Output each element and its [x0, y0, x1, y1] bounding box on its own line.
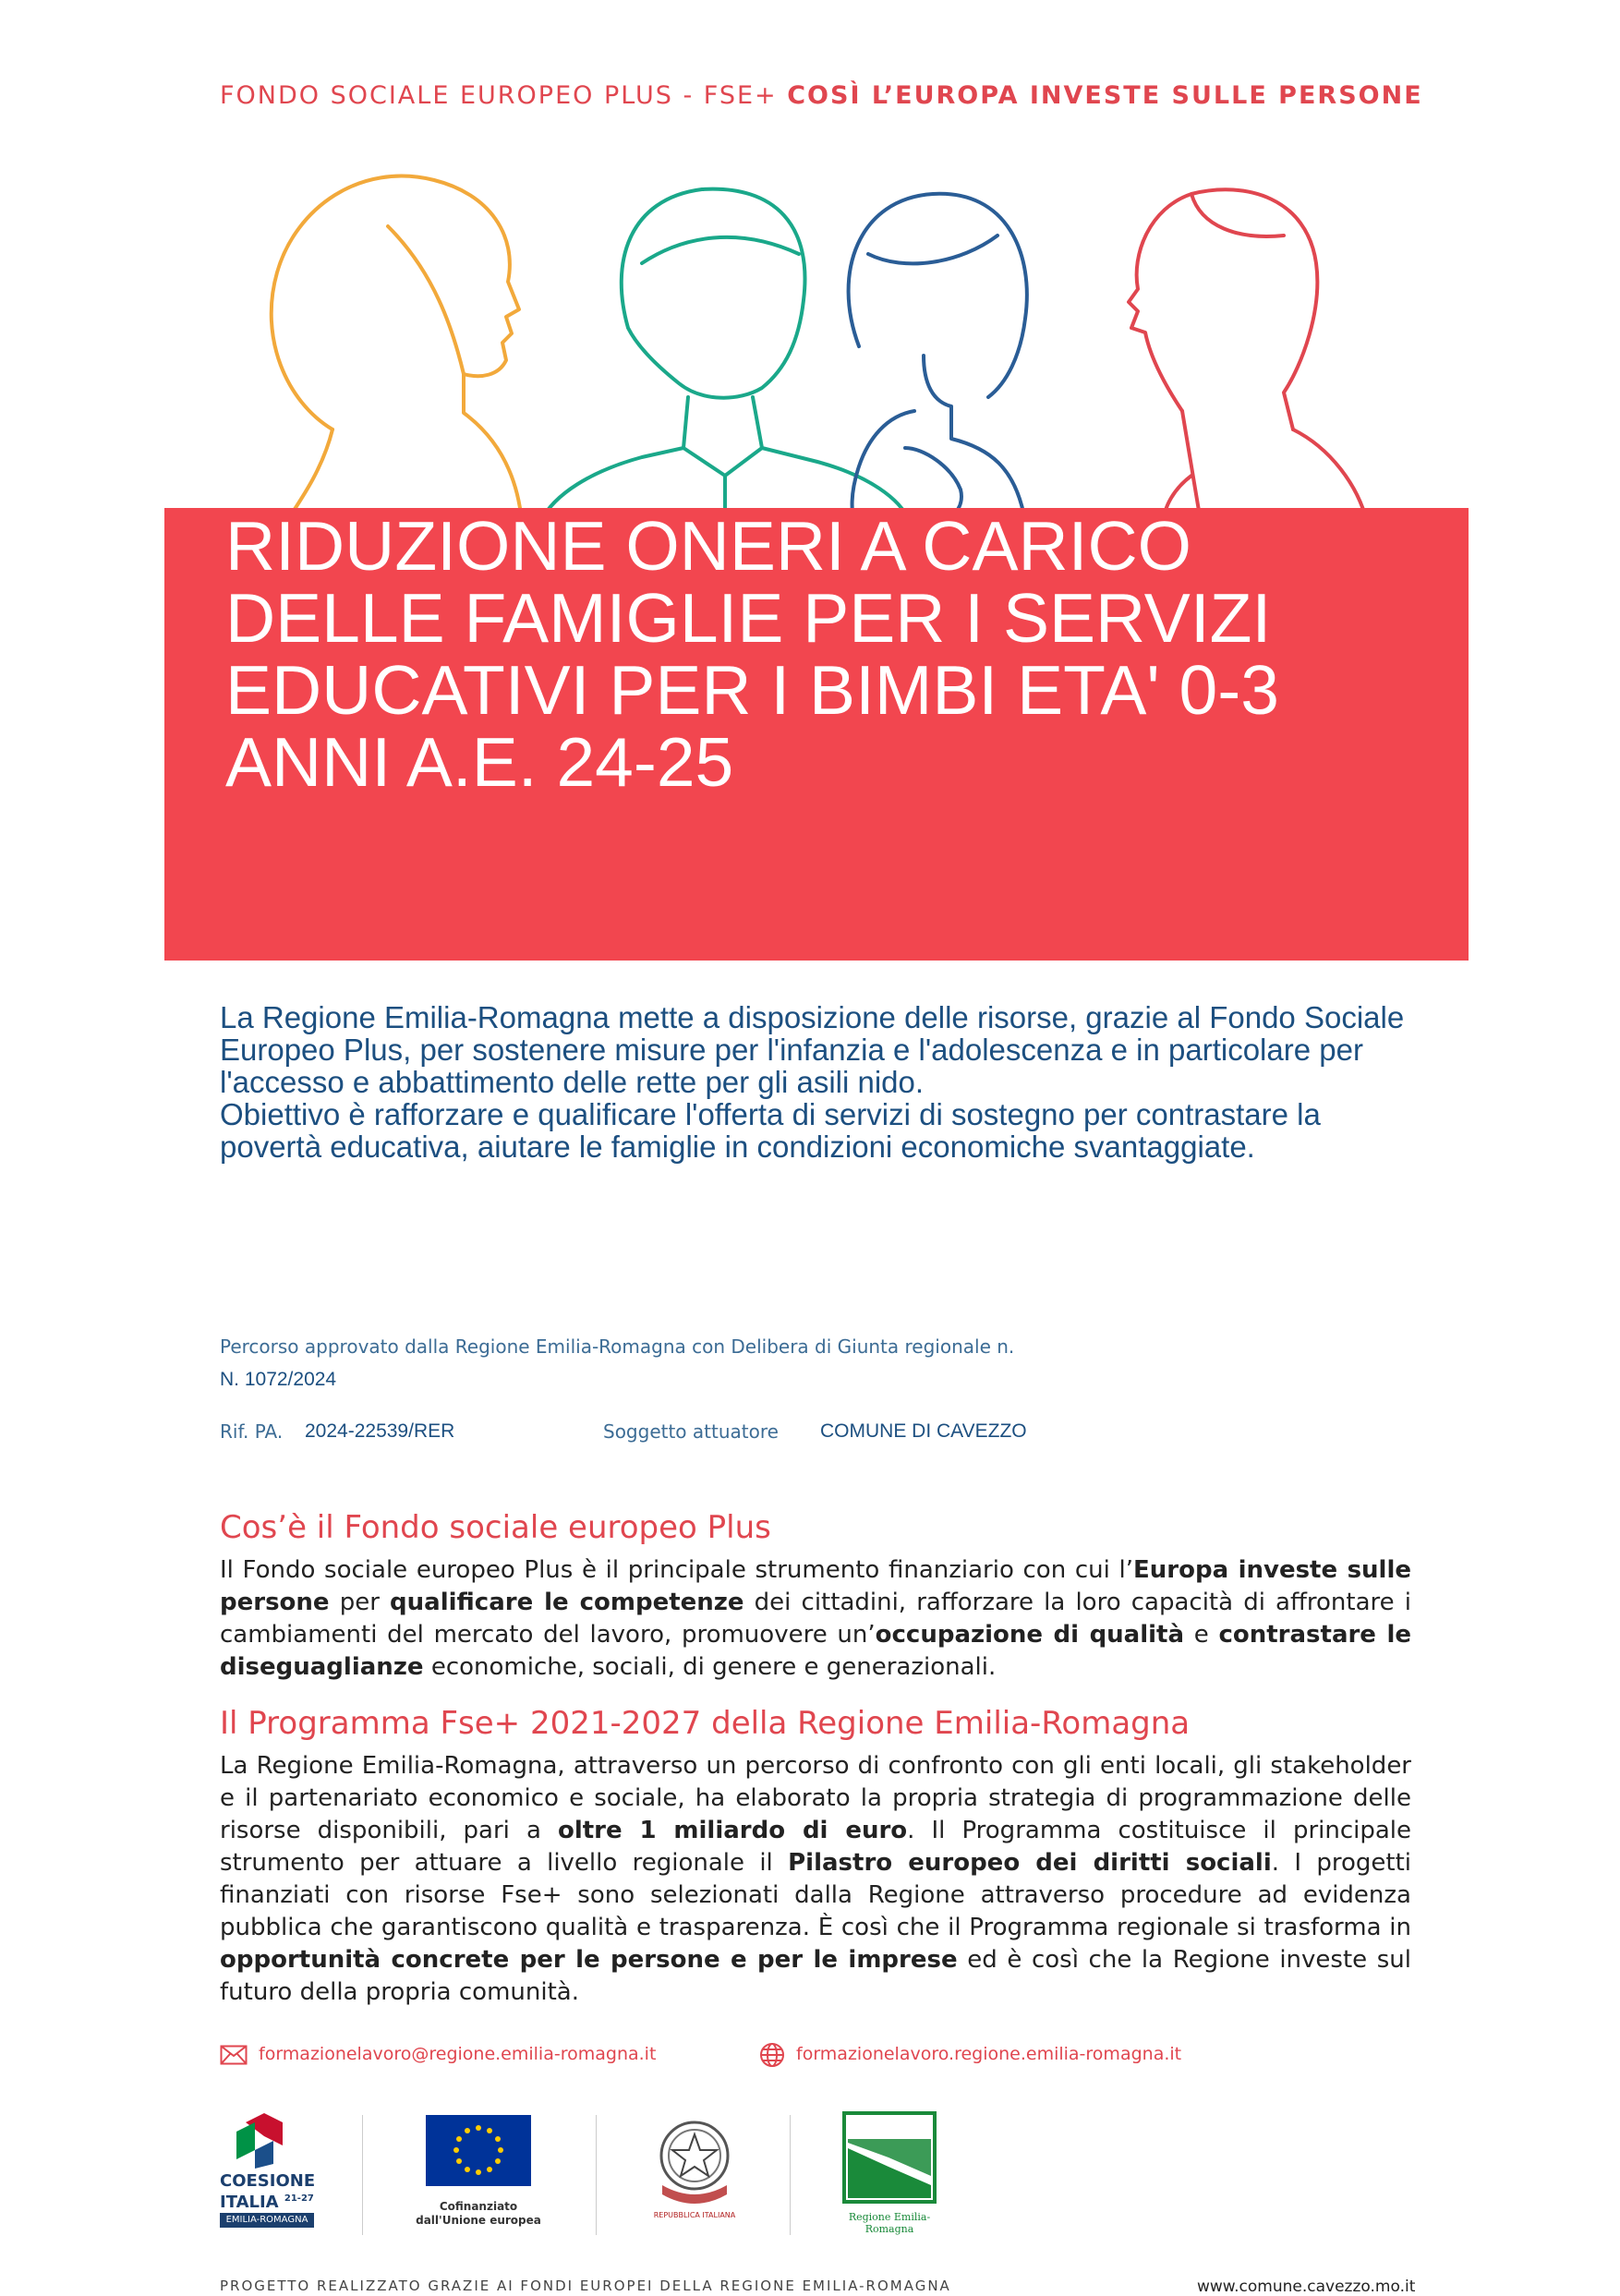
footer-note: PROGETTO REALIZZATO GRAZIE AI FONDI EUROPEI DELLA REGIONE EMILIA-ROMAGNA: [220, 2278, 951, 2294]
intro-paragraph: La Regione Emilia-Romagna mette a disposizione delle risorse, grazie al Fondo Sociale Europeo Plus, per sostenere misure per l'infanzia e l'adolescenza e in particolare per l'accesso e abbattimento delle rette per gli asili nido.: [220, 1000, 1405, 1099]
approval-number: N. 1072/2024: [220, 1369, 337, 1390]
banner-title-line: ANNI A.E. 24-25: [225, 723, 734, 801]
regione-emilia-romagna-logo-icon: [842, 2111, 937, 2204]
blue-front-figure: [849, 194, 1027, 522]
email-link[interactable]: formazionelavoro@regione.emilia-romagna.it: [259, 2044, 657, 2064]
soggetto-label: Soggetto attuatore: [603, 1420, 779, 1443]
logo-divider: [790, 2115, 791, 2235]
section1-title: Cos’è il Fondo sociale europeo Plus: [220, 1509, 771, 1546]
banner-title-line: RIDUZIONE ONERI A CARICO: [225, 507, 1191, 585]
rif-label: Rif. PA.: [220, 1420, 284, 1443]
banner-title-line: EDUCATIVI PER I BIMBI ETA' 0-3: [225, 651, 1279, 729]
coesione-line2: ITALIA: [220, 2193, 279, 2212]
comune-website-link[interactable]: www.comune.cavezzo.mo.it: [1197, 2278, 1416, 2296]
eu-caption: Cofinanziato dall'Unione europea: [416, 2200, 541, 2227]
section2-body: La Regione Emilia-Romagna, attraverso un percorso di confronto con gli enti locali, gli stakeholder e il partenariato economico e sociale, ha elaborato la propria strategia di programmazione delle risorse disponibili, pari a oltre 1 miliardo di euro. Il Programma costituisce il principale strumento per attuare a livello regionale il Pilastro europeo dei diritti sociali. I progetti finanziati con risorse Fse+ sono selezionati dalla Regione attraverso procedure ad evidenza pubblica che garantiscono qualità e trasparenza. È così che il Programma regionale si trasforma in opportunità concrete per le persone e per le imprese ed è così che la Regione investe sul futuro della propria comunità.: [220, 1752, 1412, 2006]
eu-flag-icon: [426, 2115, 531, 2186]
intro-text: [220, 1001, 1421, 1163]
logo-divider: [596, 2115, 597, 2235]
coesione-years: 21-27: [284, 2193, 314, 2204]
repubblica-italiana-emblem-icon: [648, 2111, 741, 2213]
tagline-part2: COSÌ L’EUROPA INVESTE SULLE PERSONE: [787, 81, 1423, 110]
approval-label: Percorso approvato dalla Regione Emilia-Romagna con Delibera di Giunta regionale n.: [220, 1335, 1015, 1358]
tagline-part1: FONDO SOCIALE EUROPEO PLUS - FSE+: [220, 81, 778, 110]
intro-paragraph: Obiettivo è rafforzare e qualificare l'offerta di servizi di sostegno per contrastare la povertà educativa, aiutare le famiglie in condizioni economiche svantaggiate.: [220, 1097, 1321, 1164]
website-link[interactable]: formazionelavoro.regione.emilia-romagna.it: [796, 2044, 1182, 2064]
coesione-region-badge: EMILIA-ROMAGNA: [220, 2213, 314, 2228]
title-banner: [164, 508, 1469, 961]
logo-divider: [362, 2115, 363, 2235]
banner-title: [225, 507, 1463, 801]
green-front-figure: [540, 189, 910, 522]
soggetto-value: COMUNE DI CAVEZZO: [820, 1420, 1027, 1442]
header-tagline: [220, 81, 1421, 110]
repubblica-caption: REPUBBLICA ITALIANA: [653, 2211, 736, 2219]
envelope-icon: [220, 2045, 248, 2065]
banner-title-line: DELLE FAMIGLIE PER I SERVIZI: [225, 579, 1272, 657]
rif-value: 2024-22539/RER: [305, 1420, 455, 1442]
section1-body: Il Fondo sociale europeo Plus è il principale strumento finanziario con cui l’Europa investe sulle persone per qualificare le competenze dei cittadini, rafforzare la loro capacità di affrontare i cambiamenti del mercato del lavoro, promuovere un’occupazione di qualità e contrastare le diseguaglianze economiche, sociali, di genere e generazionali.: [220, 1556, 1412, 1681]
globe-icon: [759, 2042, 785, 2068]
coesione-line1: COESIONE: [220, 2171, 316, 2191]
section2-title: Il Programma Fse+ 2021-2027 della Regione Emilia-Romagna: [220, 1705, 1191, 1742]
coesione-italia-logo-text: [220, 2172, 315, 2211]
coesione-italia-logo-icon: [227, 2113, 292, 2169]
red-profile-figure: [1129, 189, 1367, 522]
people-line-art-illustration: [222, 171, 1422, 522]
regione-caption: Regione Emilia-Romagna: [848, 2211, 931, 2235]
orange-profile-figure: [272, 176, 522, 522]
